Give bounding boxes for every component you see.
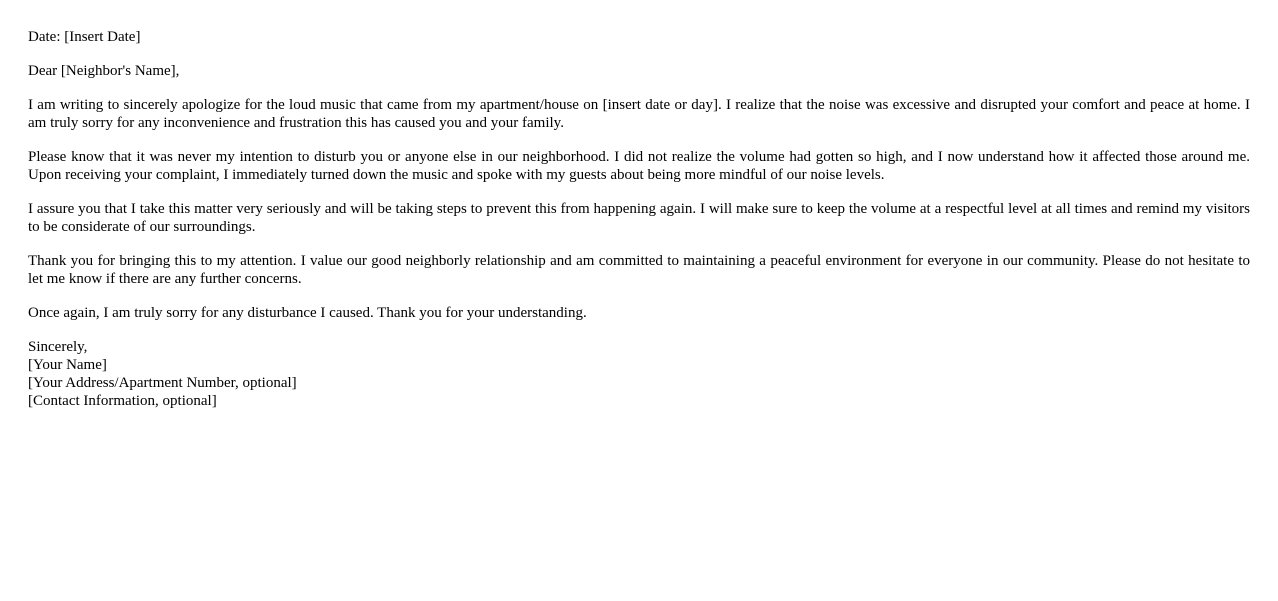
paragraph-intention: Please know that it was never my intention to disturb you or anyone else in our neighborhood. I did not realize the volume had gotten so high, and I now understand how it affected those around me. Upon receiving your complaint, I immediately turned down the music and spoke with my guests about being more mindful of our noise levels. <box>28 149 1250 183</box>
letter-body <box>28 28 1250 410</box>
signature-contact: [Contact Information, optional] <box>28 393 217 409</box>
paragraph-apology: I am writing to sincerely apologize for the loud music that came from my apartment/house on [insert date or day]. I realize that the noise was excessive and disrupted your comfort and peace at home. I am truly sorry for any inconvenience and frustration this has caused you and your family. <box>28 97 1250 131</box>
salutation: Dear [Neighbor's Name], <box>28 63 180 79</box>
signature-block <box>28 338 1250 410</box>
closing-word: Sincerely, <box>28 339 88 355</box>
paragraph-thanks: Thank you for bringing this to my attention. I value our good neighborly relationship and am committed to maintaining a peaceful environment for everyone in our community. Please do not hesitate to let me know if there are any further concerns. <box>28 253 1250 287</box>
signature-address: [Your Address/Apartment Number, optional] <box>28 375 297 391</box>
signature-name: [Your Name] <box>28 357 107 373</box>
paragraph-closing-remark: Once again, I am truly sorry for any disturbance I caused. Thank you for your understanding. <box>28 305 587 321</box>
date-line: Date: [Insert Date] <box>28 29 141 45</box>
paragraph-assurance: I assure you that I take this matter very seriously and will be taking steps to prevent this from happening again. I will make sure to keep the volume at a respectful level at all times and remind my visitors to be considerate of our surroundings. <box>28 201 1250 235</box>
